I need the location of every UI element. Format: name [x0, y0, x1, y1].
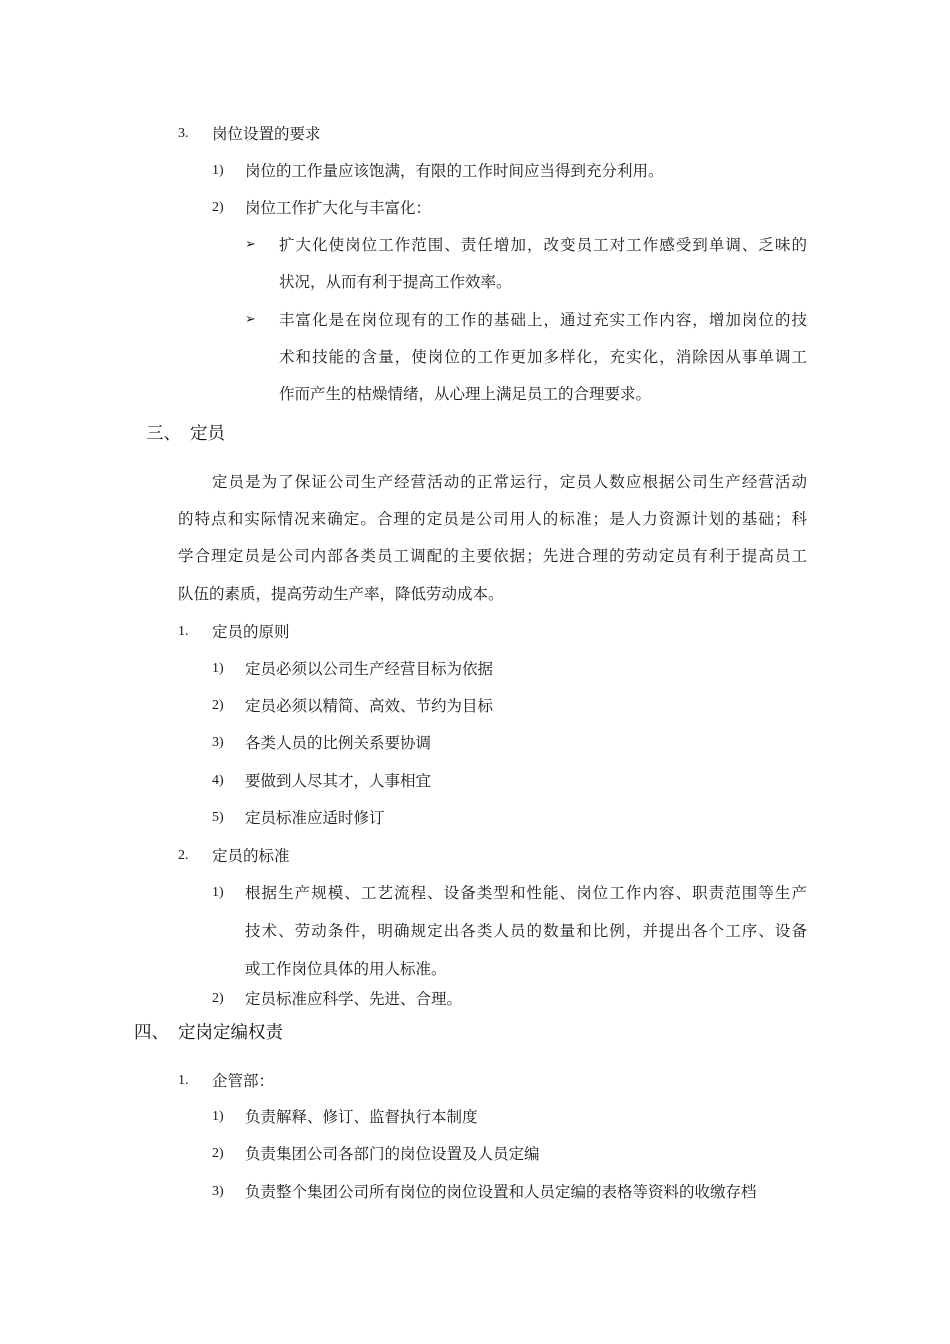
list-number: 2)	[212, 200, 224, 215]
list-item: 负责整个集团公司所有岗位的岗位设置和人员定编的表格等资料的收缴存档	[245, 1183, 757, 1201]
list-number: 2)	[212, 698, 224, 713]
subsection-title: 定员的标准	[212, 847, 290, 865]
bullet-text-line: 丰富化是在岗位现有的工作的基础上，通过充实工作内容，增加岗位的技	[279, 311, 807, 329]
list-number: 2)	[212, 1146, 224, 1161]
list-number: 5)	[212, 810, 224, 825]
list-number: 1)	[212, 1109, 224, 1124]
section-title: 定岗定编权责	[178, 1023, 283, 1043]
bullet-text-line: 状况，从而有利于提高工作效率。	[279, 273, 512, 291]
list-number: 2)	[212, 991, 224, 1006]
bullet-text-line: 作而产生的枯燥情绪，从心理上满足员工的合理要求。	[279, 385, 652, 403]
list-number: 1)	[212, 163, 224, 178]
list-number: 3)	[212, 735, 224, 750]
list-number: 1)	[212, 885, 224, 900]
bullet-text-line: 术和技能的含量，使岗位的工作更加多样化，充实化，消除因从事单调工	[279, 348, 807, 366]
subsection-title: 定员的原则	[212, 623, 290, 641]
subsection-title: 岗位设置的要求	[212, 125, 321, 143]
list-item: 岗位的工作量应该饱满，有限的工作时间应当得到充分利用。	[245, 162, 664, 180]
list-item: 要做到人尽其才，人事相宜	[245, 772, 432, 790]
list-item-line: 根据生产规模、工艺流程、设备类型和性能、岗位工作内容、职责范围等生产	[245, 884, 807, 902]
list-item: 各类人员的比例关系要协调	[245, 734, 432, 752]
list-item: 负责解释、修订、监督执行本制度	[245, 1108, 478, 1126]
paragraph-line: 队伍的素质，提高劳动生产率，降低劳动成本。	[178, 585, 504, 603]
list-item: 定员标准应科学、先进、合理。	[245, 990, 463, 1008]
list-number: 1.	[178, 1073, 189, 1088]
subsection-title: 企管部：	[212, 1072, 275, 1090]
list-number: 1.	[178, 624, 189, 639]
paragraph-line: 学合理定员是公司内部各类员工调配的主要依据；先进合理的劳动定员有利于提高员工	[178, 547, 807, 565]
list-number: 1)	[212, 661, 224, 676]
section-number: 四、	[134, 1023, 169, 1043]
section-title: 定员	[190, 424, 225, 444]
bullet-text-line: 扩大化使岗位工作范围、责任增加，改变员工对工作感受到单调、乏味的	[279, 236, 807, 254]
list-item: 定员必须以精简、高效、节约为目标	[245, 697, 494, 715]
list-number: 4)	[212, 773, 224, 788]
arrow-bullet-icon: ➢	[245, 312, 256, 327]
list-item-line: 或工作岗位具体的用人标准。	[245, 960, 447, 978]
arrow-bullet-icon: ➢	[245, 237, 256, 252]
list-number: 3.	[178, 126, 189, 141]
list-item: 负责集团公司各部门的岗位设置及人员定编	[245, 1145, 540, 1163]
section-number: 三、	[146, 424, 181, 444]
list-item-line: 技术、劳动条件，明确规定出各类人员的数量和比例，并提出各个工序、设备	[245, 922, 807, 940]
paragraph-line: 定员是为了保证公司生产经营活动的正常运行，定员人数应根据公司生产经营活动	[212, 473, 807, 491]
list-item: 岗位工作扩大化与丰富化：	[245, 199, 432, 217]
list-number: 3)	[212, 1184, 224, 1199]
list-item: 定员必须以公司生产经营目标为依据	[245, 660, 494, 678]
paragraph-line: 的特点和实际情况来确定。合理的定员是公司用人的标准；是人力资源计划的基础；科	[178, 510, 807, 528]
list-item: 定员标准应适时修订	[245, 809, 385, 827]
list-number: 2.	[178, 848, 189, 863]
